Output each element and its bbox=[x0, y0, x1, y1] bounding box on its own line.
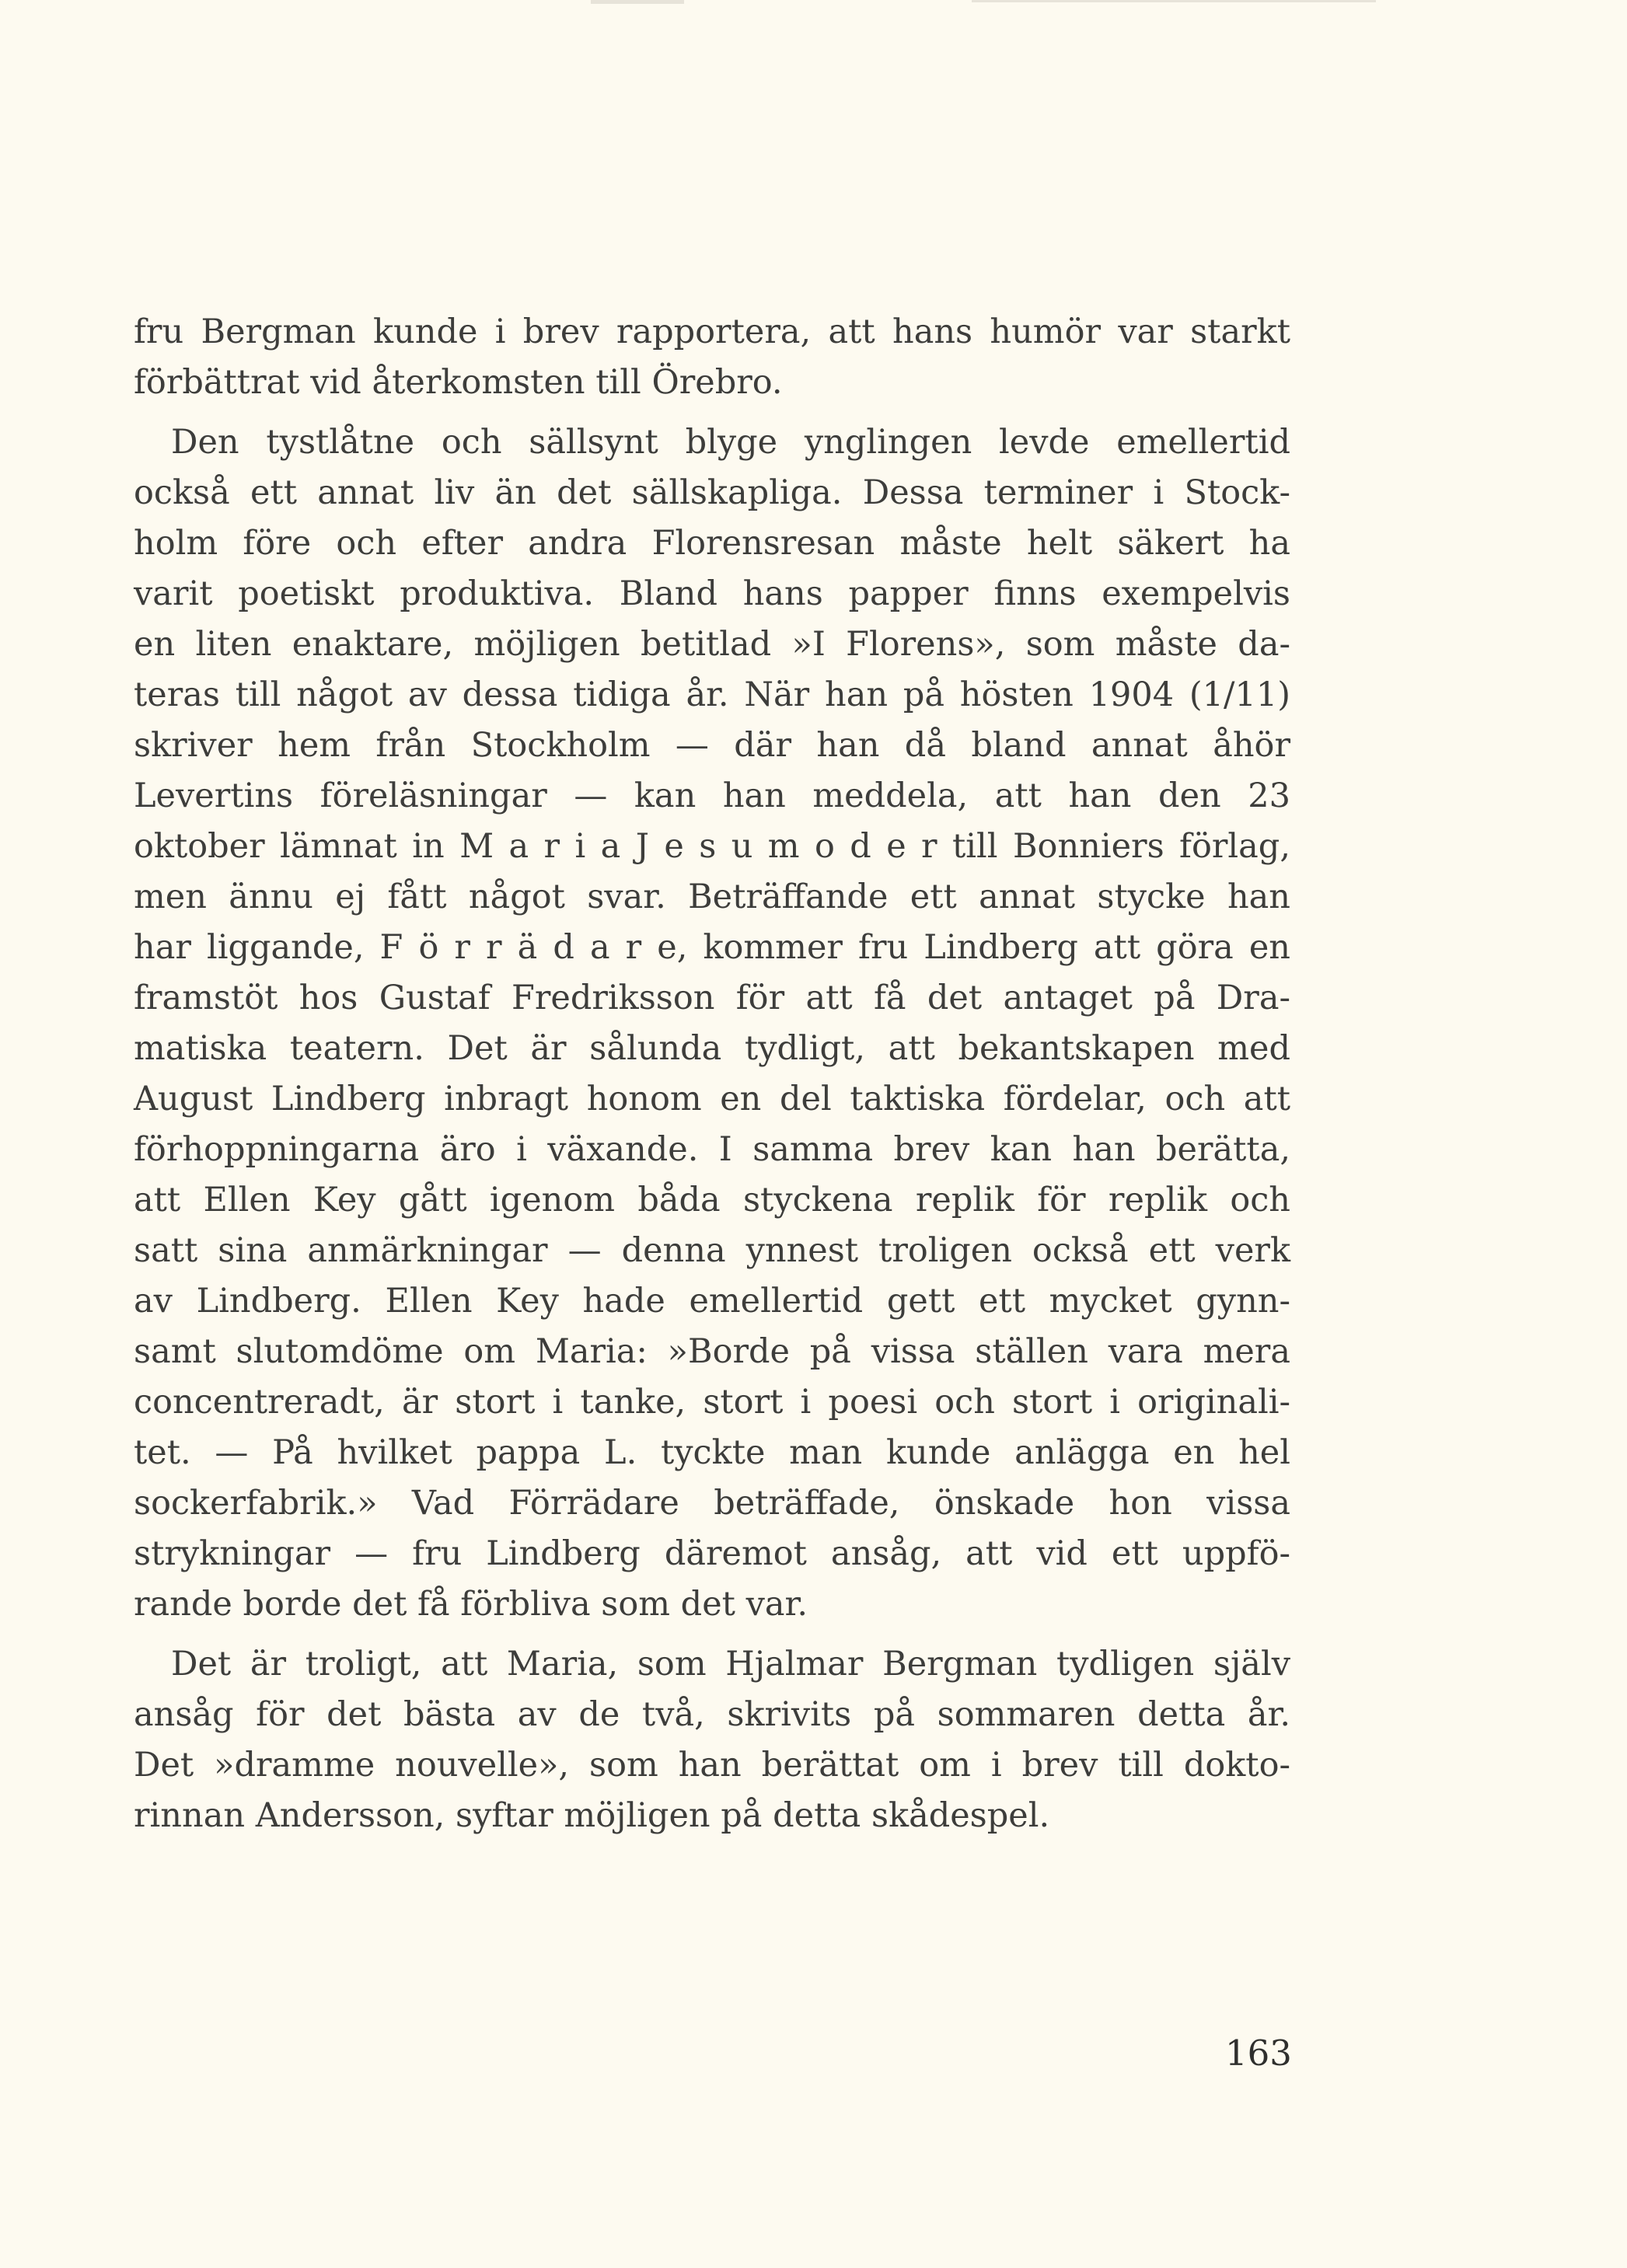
text-line: Den tystlåtne och sällsynt blyge ynglingen levde emellertid bbox=[171, 423, 1290, 462]
text-line: har liggande, F ö r r ä d a r e, kommer fru Lindberg att göra en bbox=[134, 928, 1290, 967]
paragraph bbox=[134, 417, 1290, 1630]
text-line: att Ellen Key gått igenom båda styckena replik för replik och bbox=[134, 1181, 1290, 1219]
text-line: en liten enaktare, möjligen betitlad »I Florens», som måste da- bbox=[134, 625, 1290, 664]
text-line: concentreradt, är stort i tanke, stort i poesi och stort i originali- bbox=[134, 1383, 1290, 1422]
scan-edge-mark bbox=[591, 0, 684, 4]
text-line: rande borde det få förbliva som det var. bbox=[134, 1585, 808, 1624]
body-text bbox=[134, 307, 1290, 1841]
text-line: Det är troligt, att Maria, som Hjalmar Bergman tydligen själv bbox=[171, 1645, 1290, 1684]
text-line: oktober lämnat in M a r i a J e s u m o d e r till Bonniers förlag, bbox=[134, 827, 1290, 866]
text-line: skriver hem från Stockholm — där han då bland annat åhör bbox=[134, 726, 1290, 765]
text-line: ansåg för det bästa av de två, skrivits på sommaren detta år. bbox=[134, 1695, 1290, 1734]
text-line: varit poetiskt produktiva. Bland hans papper finns exempelvis bbox=[134, 574, 1290, 613]
text-line: framstöt hos Gustaf Fredriksson för att få det antaget på Dra- bbox=[134, 979, 1290, 1017]
paragraph bbox=[134, 307, 1290, 408]
text-line: matiska teatern. Det är sålunda tydligt, att bekantskapen med bbox=[134, 1029, 1290, 1068]
text-line: tet. — På hvilket pappa L. tyckte man kunde anlägga en hel bbox=[134, 1433, 1290, 1472]
text-line: samt slutomdöme om Maria: »Borde på vissa ställen vara mera bbox=[134, 1332, 1290, 1371]
page-number: 163 bbox=[1225, 2032, 1292, 2074]
text-line: Det »dramme nouvelle», som han berättat om i brev till dokto- bbox=[134, 1746, 1290, 1785]
scan-edge-mark bbox=[972, 0, 1376, 2]
text-line: fru Bergman kunde i brev rapportera, att hans humör var starkt bbox=[134, 312, 1290, 351]
text-line: förhoppningarna äro i växande. I samma brev kan han berätta, bbox=[134, 1130, 1290, 1169]
text-line: förbättrat vid återkomsten till Örebro. bbox=[134, 363, 783, 402]
text-line: satt sina anmärkningar — denna ynnest troligen också ett verk bbox=[134, 1231, 1290, 1270]
text-line: August Lindberg inbragt honom en del taktiska fördelar, och att bbox=[134, 1080, 1290, 1118]
text-line: rinnan Andersson, syftar möjligen på detta skådespel. bbox=[134, 1796, 1050, 1835]
text-line: men ännu ej fått något svar. Beträffande ett annat stycke han bbox=[134, 878, 1290, 916]
text-line: Levertins föreläsningar — kan han meddela, att han den 23 bbox=[134, 776, 1290, 815]
text-line: teras till något av dessa tidiga år. När han på hösten 1904 (1/11) bbox=[134, 675, 1290, 714]
text-line: sockerfabrik.» Vad Förrädare beträffade, önskade hon vissa bbox=[134, 1484, 1290, 1523]
paragraph bbox=[134, 1639, 1290, 1841]
text-line: strykningar — fru Lindberg däremot ansåg, att vid ett uppfö- bbox=[134, 1534, 1290, 1573]
text-line: av Lindberg. Ellen Key hade emellertid gett ett mycket gynn- bbox=[134, 1282, 1290, 1321]
text-line: holm före och efter andra Florensresan måste helt säkert ha bbox=[134, 524, 1290, 563]
text-line: också ett annat liv än det sällskapliga. Dessa terminer i Stock- bbox=[134, 473, 1290, 512]
